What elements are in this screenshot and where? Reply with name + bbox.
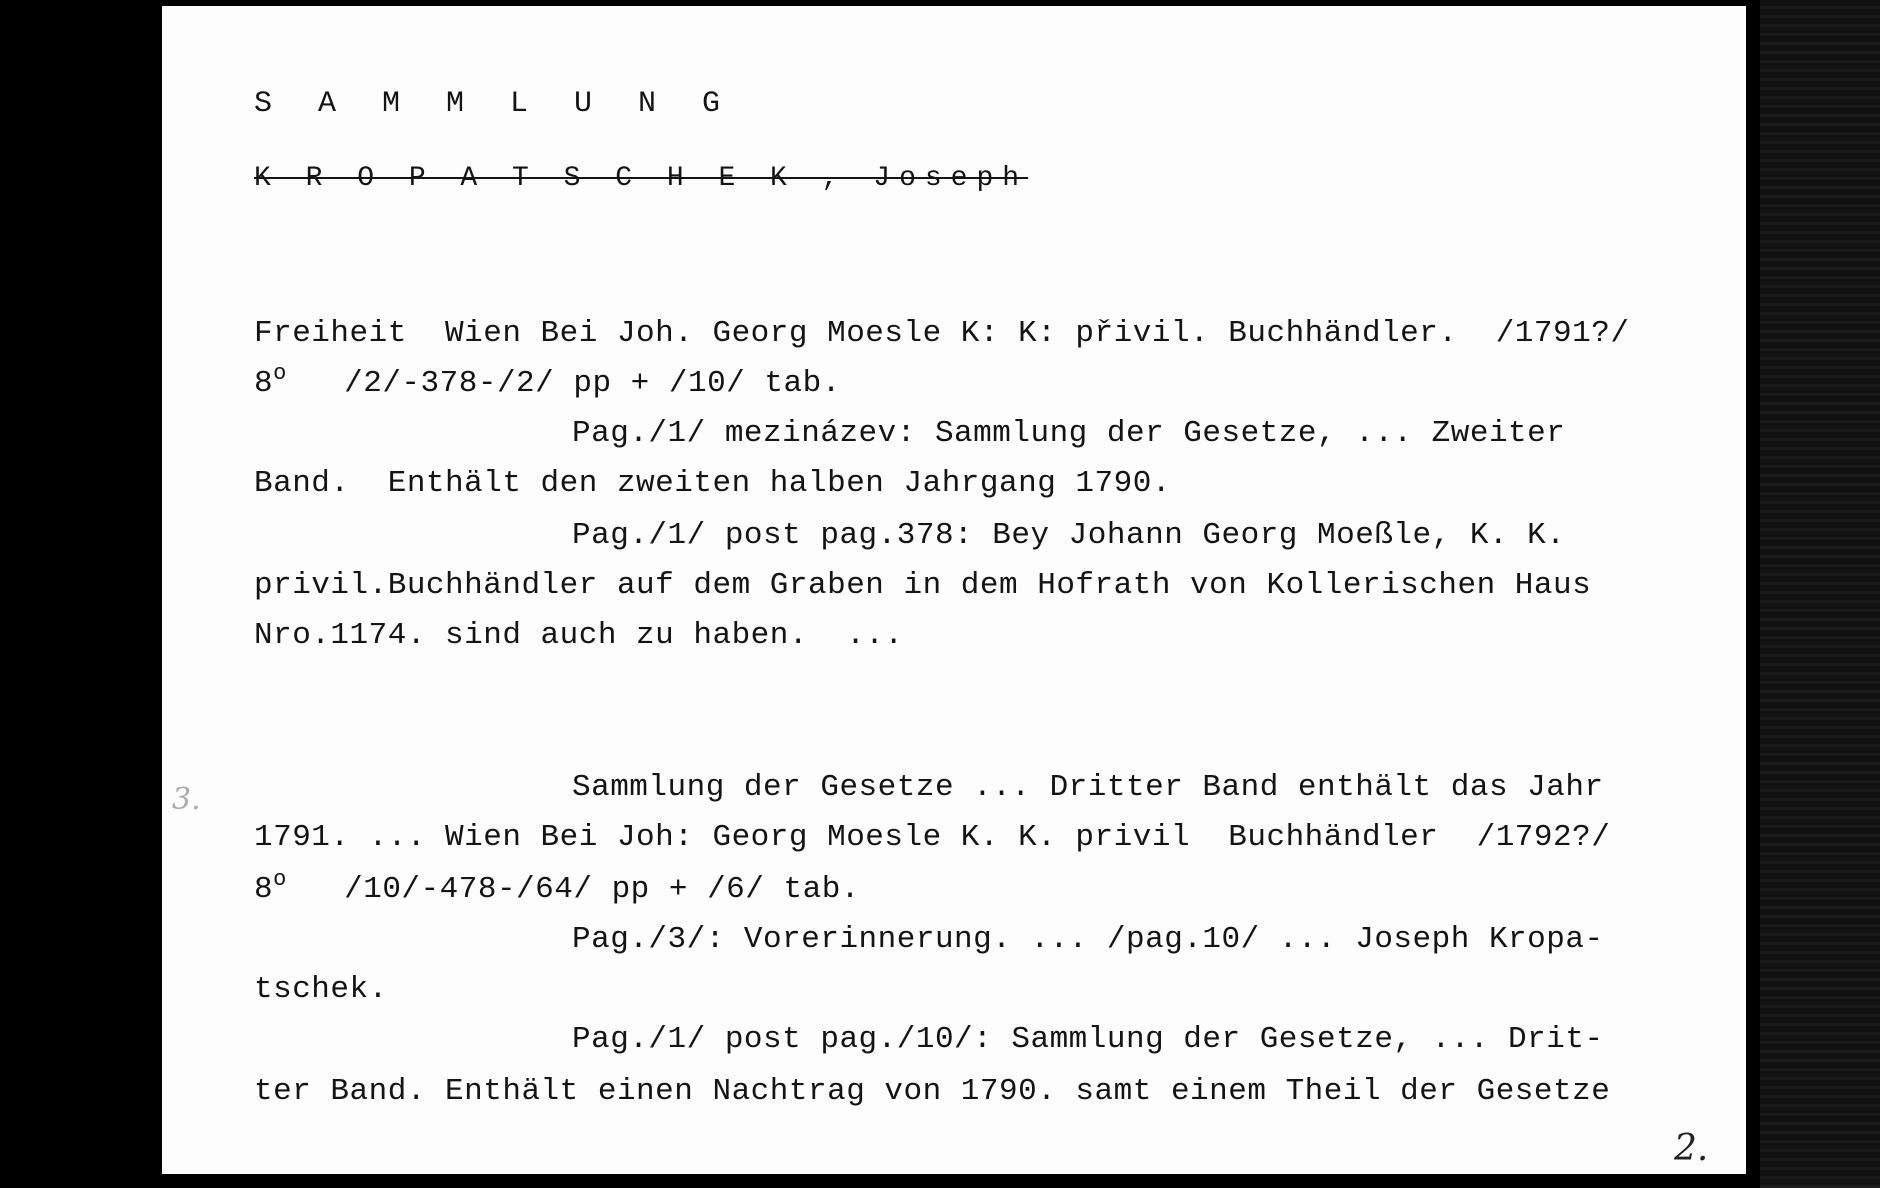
entry1-line5: Pag./1/ post pag.378: Bey Johann Georg Moeßle, K. K. (572, 518, 1566, 553)
margin-number: 3. (172, 782, 201, 817)
entry2-format-number: 8 (254, 872, 274, 907)
entry1-line3: Pag./1/ mezinázev: Sammlung der Gesetze, ... Zweiter (572, 416, 1566, 451)
entry2-line1: Sammlung der Gesetze ... Dritter Band enthält das Jahr (572, 770, 1604, 805)
catalog-card (162, 6, 1746, 1174)
entry1-line4: Band. Enthält den zweiten halben Jahrgang 1790. (254, 466, 1171, 501)
scan-edge-strip (1760, 0, 1880, 1188)
entry1-pagination: /2/-378-/2/ pp + /10/ tab. (286, 366, 841, 401)
entry2-format-degree: o (273, 867, 287, 892)
entry1-format-number: 8 (254, 366, 274, 401)
entry1-line2 (254, 361, 841, 404)
entry1-line6: privil.Buchhändler auf dem Graben in dem Hofrath von Kollerischen Haus (254, 568, 1592, 603)
struck-author: K R O P A T S C H E K , Joseph (254, 163, 1029, 194)
entry2-line7: ter Band. Enthält einen Nachtrag von 1790. samt einem Theil der Gesetze (254, 1074, 1611, 1109)
entry2-line5: tschek. (254, 972, 388, 1007)
entry2-line4: Pag./3/: Vorerinnerung. ... /pag.10/ ... Joseph Kropa- (572, 922, 1604, 957)
entry2-line2: 1791. ... Wien Bei Joh: Georg Moesle K. K. privil Buchhändler /1792?/ (254, 820, 1611, 855)
card-heading: S A M M L U N G (254, 87, 735, 121)
entry2-pagination: /10/-478-/64/ pp + /6/ tab. (286, 872, 860, 907)
entry1-line1: Freiheit Wien Bei Joh. Georg Moesle K: K: přivil. Buchhändler. /1791?/ (254, 316, 1630, 351)
entry1-line7: Nro.1174. sind auch zu haben. ... (254, 618, 904, 653)
entry2-line3 (254, 867, 860, 910)
corner-number: 2. (1674, 1128, 1709, 1169)
entry1-format-degree: o (273, 361, 287, 386)
entry2-line6: Pag./1/ post pag./10/: Sammlung der Gesetze, ... Drit- (572, 1022, 1604, 1057)
